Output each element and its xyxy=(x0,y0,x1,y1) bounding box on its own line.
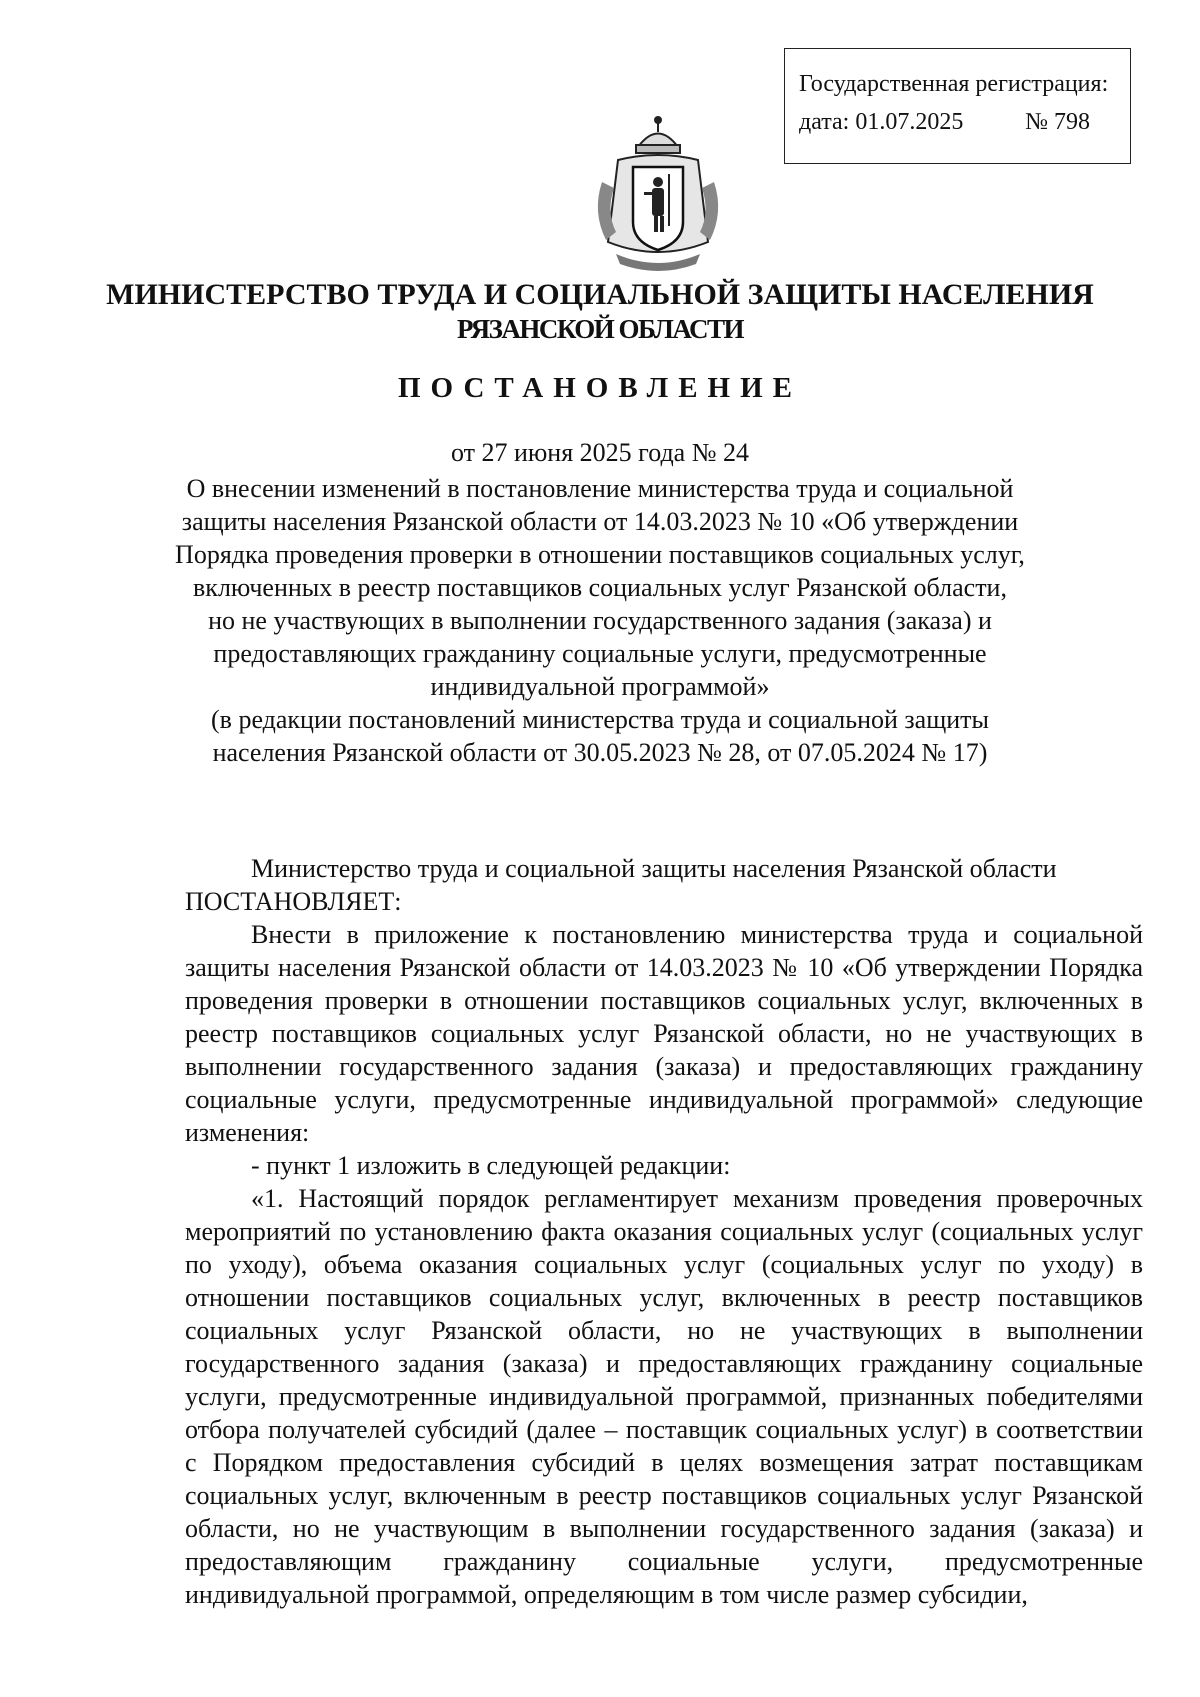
decree-date-number: от 27 июня 2025 года № 24 xyxy=(450,438,750,467)
coat-of-arms-icon xyxy=(588,112,728,277)
registration-number: № 798 xyxy=(1025,109,1090,136)
subject-line: но не участвующих в выполнении государственного задания (заказа) и xyxy=(208,606,992,635)
subject-line: О внесении изменений в постановление министерства труда и социальной xyxy=(186,474,1014,503)
body-paragraph-item: - пункт 1 изложить в следующей редакции: xyxy=(251,1151,731,1180)
ministry-heading xyxy=(0,278,1200,346)
subject-line: защиты населения Рязанской области от 14.03.2023 № 10 «Об утверждении xyxy=(181,507,1019,536)
ministry-name-line1: МИНИСТЕРСТВО ТРУДА И СОЦИАЛЬНОЙ ЗАЩИТЫ НАСЕЛЕНИЯ xyxy=(106,278,1094,311)
subject-line: включенных в реестр поставщиков социальных услуг Рязанской области, xyxy=(193,573,1007,602)
decree-body xyxy=(185,852,1143,1611)
subject-line: Порядка проведения проверки в отношении поставщиков социальных услуг, xyxy=(175,540,1025,569)
body-paragraph-intro: Министерство труда и социальной защиты населения Рязанской области xyxy=(251,854,1057,883)
subject-line: индивидуальной программой» xyxy=(430,672,770,701)
registration-label: Государственная регистрация: xyxy=(799,71,1109,97)
registration-stamp-box xyxy=(784,48,1131,164)
body-resolves: ПОСТАНОВЛЯЕТ: xyxy=(185,887,402,916)
registration-date: дата: 01.07.2025 xyxy=(799,109,964,136)
ministry-name-line2: РЯЗАНСКОЙ ОБЛАСТИ xyxy=(456,314,743,344)
decree-subject xyxy=(170,472,1030,769)
subject-line: предоставляющих гражданину социальные услуги, предусмотренные xyxy=(213,639,987,668)
body-paragraph-new-text: «1. Настоящий порядок регламентирует механизм проведения проверочных мероприятий по установлению факта оказания социальных услуг (социальных услуг по уходу), объема оказания социальных услуг (социальных услуг по уходу) в отношении поставщиков социальных услуг, включенных в реестр поставщиков социальных услуг Рязанской области, но не участвующих в выполнении государственного задания (заказа) и предоставляющих гражданину социальные услуги, предусмотренные индивидуальной программой, признанных победителями отбора получателей субсидий (далее – поставщик социальных услуг) в соответствии с Порядком предоставления субсидий в целях возмещения затрат поставщикам социальных услуг, включенным в реестр поставщиков социальных услуг Рязанской области, но не участвующим в выполнении государственного задания (заказа) и предоставляющим гражданину социальные услуги, предусмотренные индивидуальной программой, определяющим в том числе размер субсидии, xyxy=(185,1184,1143,1609)
document-type-title: ПОСТАНОВЛЕНИЕ xyxy=(397,372,802,404)
body-paragraph-amendment: Внести в приложение к постановлению министерства труда и социальной защиты населения Рязанской области от 14.03.2023 № 10 «Об утверждении Порядка проведения проверки в отношении поставщиков социальных услуг, включенных в реестр поставщиков социальных услуг Рязанской области, но не участвующих в выполнении государственного задания (заказа) и предоставляющих гражданину социальные услуги, предусмотренные индивидуальной программой» следующие изменения: xyxy=(185,920,1143,1147)
subject-line: (в редакции постановлений министерства труда и социальной защиты xyxy=(211,705,989,734)
subject-line: населения Рязанской области от 30.05.2023 № 28, от 07.05.2024 № 17) xyxy=(212,738,988,767)
registration-details xyxy=(799,103,1116,141)
